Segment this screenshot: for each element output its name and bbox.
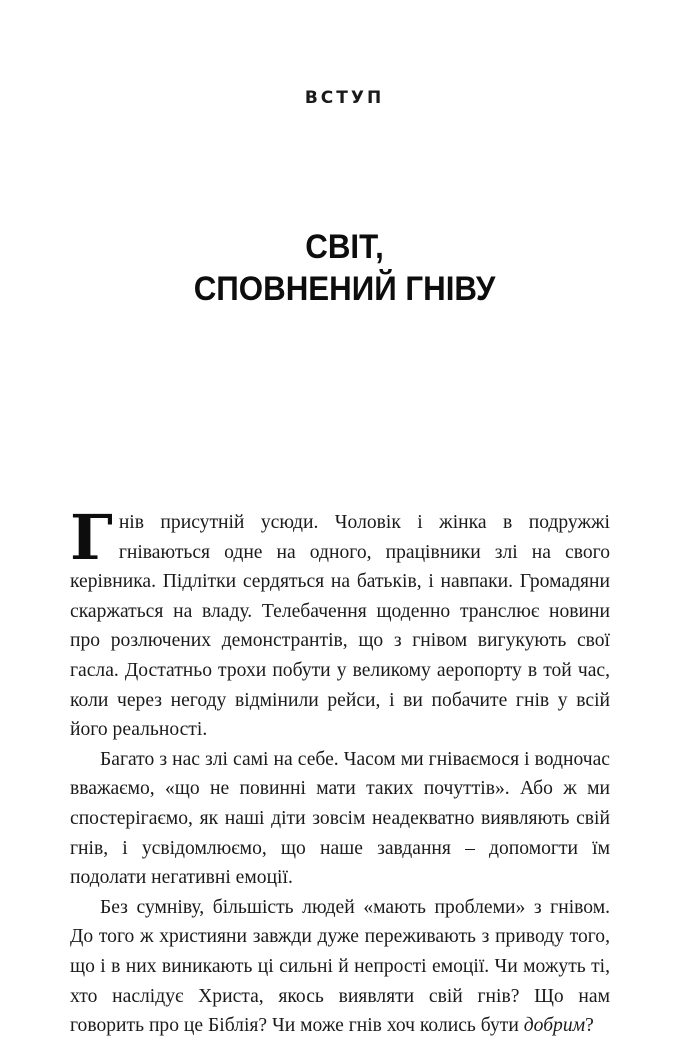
- paragraph-1: [70, 501, 610, 745]
- paragraph-3-text: Без сумніву, більшість людей «мають проблеми» з гнівом. До того ж християни завжди дуже переживають з приводу того, що і в них виникають ці сильні й непрості емоції. Чи можуть ті, хто наслідує Христа, якось виявляти свій гнів? Що нам говорить про це Біблія? Чи може гнів хоч колись бути: [70, 896, 610, 1037]
- paragraph-1-text: нів присутній усюди. Чоловік і жінка в подружжі гніваються одне на одного, працівники злі на свого керівника. Підлітки сердяться на батьків, і навпаки. Громадяни скаржаться на владу. Телебачення щоденно транслює новини про розлючених демонстрантів, що з гнівом вигукують свої гасла. Достатньо трохи побути у великому аеропорту в той час, коли через негоду відмінили рейси, і ви побачите гнів у всій його реальності.: [70, 512, 610, 741]
- emphasis-text: добрим: [523, 1015, 586, 1037]
- drop-cap: Г: [70, 501, 113, 574]
- chapter-label: ВСТУП: [304, 88, 385, 108]
- paragraph-3-end: ?: [585, 1015, 594, 1037]
- paragraph-2: Багато з нас злі самі на себе. Часом ми гніваємося і водночас вважаємо, «що не повинні мати таких почуттів». Або ж ми спостерігаємо, як наші діти зовсім неадекватно виявляють свій гнів, і усвідомлюємо, що наше завдання – допомогти їм подолати негативні емоції.: [70, 748, 610, 889]
- paragraph-3: [70, 893, 610, 1041]
- chapter-title-line-1: СВІТ,: [305, 228, 384, 266]
- chapter-title: [28, 226, 662, 310]
- chapter-title-line-2: СПОВНЕНИЙ ГНІВУ: [193, 270, 496, 308]
- body-text: [70, 501, 610, 1041]
